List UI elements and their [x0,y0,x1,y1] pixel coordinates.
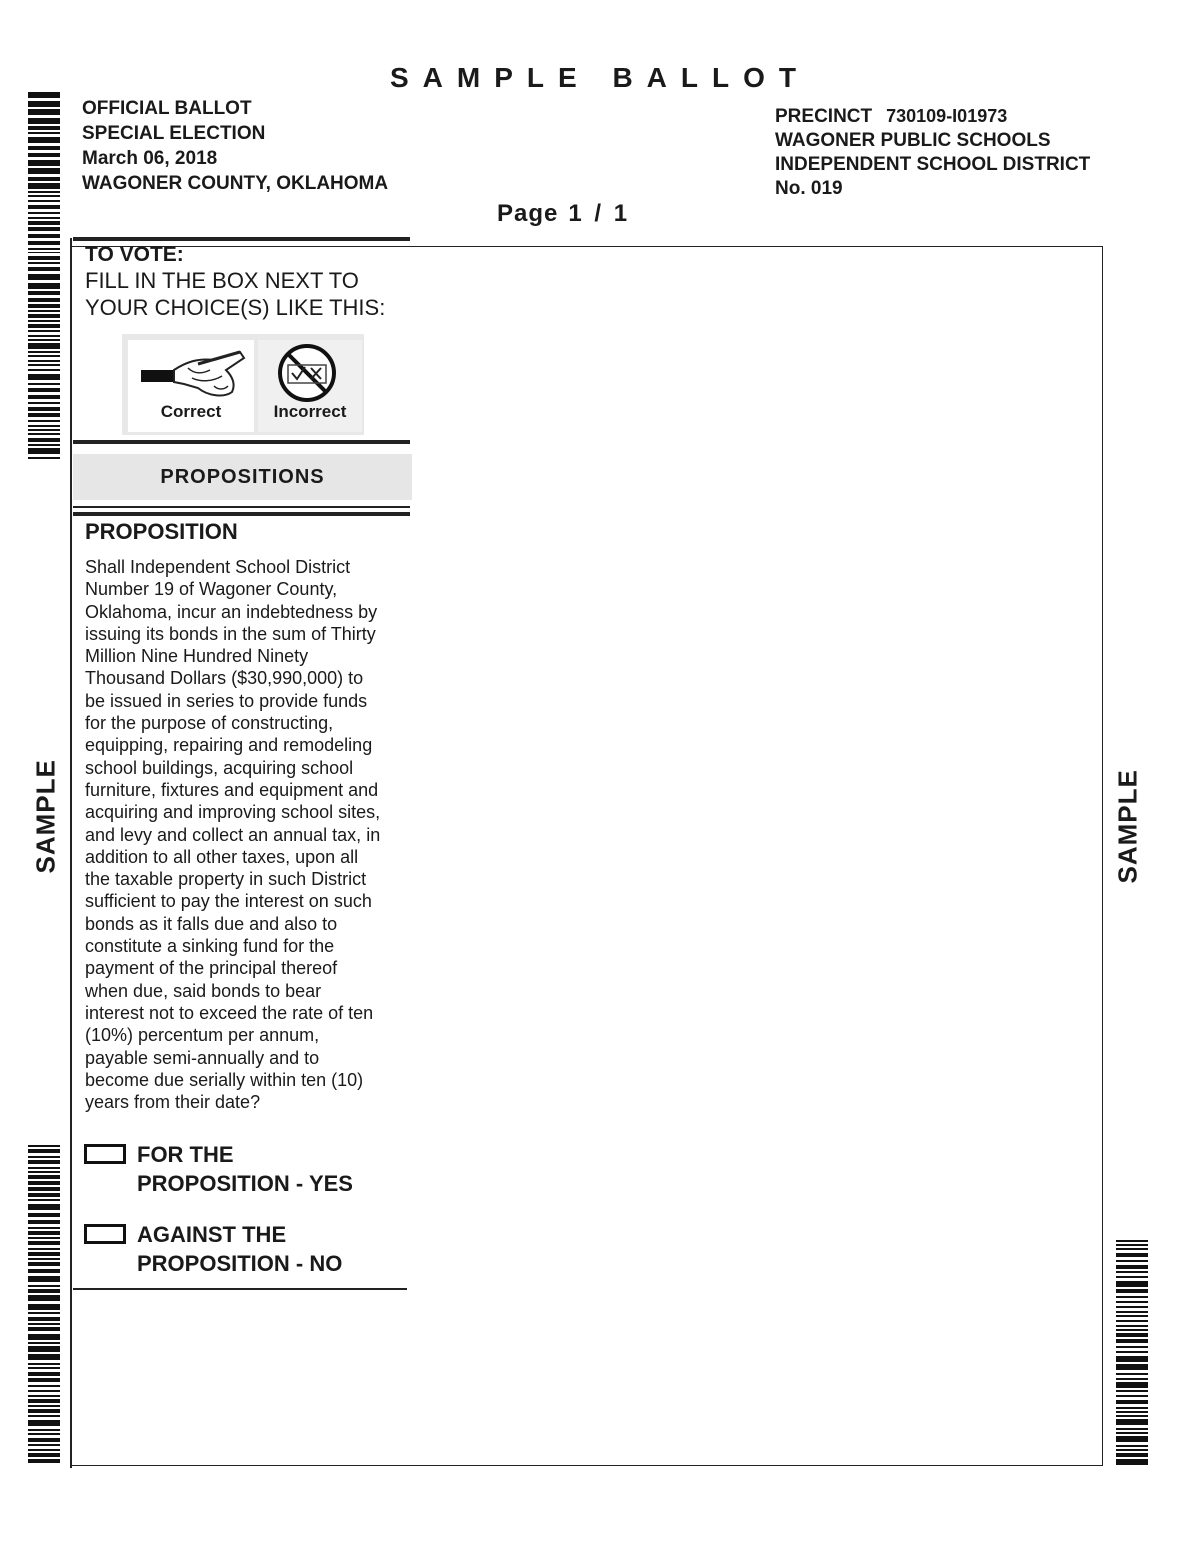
proposition-text-line: Oklahoma, incur an indebtedness by [85,601,378,622]
special-election-label: SPECIAL ELECTION [82,123,266,144]
barcode-stripe [28,343,60,349]
barcode-stripe [28,1346,60,1352]
barcode-stripe [1116,1311,1148,1313]
barcode-stripe [28,1385,60,1387]
barcode-stripe [28,1429,60,1431]
barcode-stripe [28,369,60,371]
barcode-stripe [1116,1378,1148,1380]
column-top-rule [73,237,410,241]
barcode-stripe [1116,1364,1148,1370]
barcode-stripe [28,168,60,174]
barcode-stripe [28,1399,60,1403]
school-name: WAGONER PUBLIC SCHOOLS [775,130,1051,151]
proposition-text-line: be issued in series to provide funds [85,690,368,711]
barcode-stripe [28,1252,60,1256]
barcode-stripe [28,291,60,295]
barcode-stripe [1116,1333,1148,1337]
barcode-stripe [28,212,60,214]
barcode-stripe [28,1405,60,1407]
proposition-text-line: issuing its bonds in the sum of Thirty [85,623,376,644]
barcode-stripe [28,1453,60,1457]
pen-hand-icon [128,340,254,402]
barcode-stripe [28,118,60,124]
barcode-stripe [28,1390,60,1392]
proposition-text-line: school buildings, acquiring school [85,757,354,778]
barcode-stripe [28,262,60,264]
barcode-stripe [28,360,60,362]
barcode-stripe [28,1323,60,1325]
barcode-stripe [1116,1339,1148,1343]
barcode-stripe [28,444,60,446]
barcode-stripe [28,335,60,337]
voting-instructions [85,243,410,321]
barcode-stripe [28,364,60,366]
barcode-stripe [28,241,60,245]
barcode-stripe [28,137,60,143]
barcode-stripe [28,1231,60,1235]
vote-box-no[interactable] [84,1224,126,1244]
precinct-line [775,104,1090,129]
barcode-stripe [28,1438,60,1442]
barcode-stripe [28,1241,60,1245]
barcode-stripe [28,1334,60,1340]
section-bottom-rule-thin [73,506,410,508]
barcode-right-bottom [1116,1240,1148,1472]
barcode-stripe [28,413,60,417]
barcode-stripe [1116,1320,1148,1322]
barcode-stripe [28,1304,60,1310]
barcode-stripe [1116,1436,1148,1442]
proposition-text-line: equipping, repairing and remodeling [85,735,373,756]
instructions-line-2: YOUR CHOICE(S) LIKE THIS: [85,295,386,320]
barcode-stripe [28,248,60,250]
barcode-stripe [28,234,60,238]
choice-no-line-2: PROPOSITION - NO [137,1251,343,1276]
page-label: Page [497,200,559,227]
choice-yes-line-2: PROPOSITION - YES [137,1171,353,1196]
correct-label: Correct [160,402,222,421]
barcode-stripe [1116,1325,1148,1327]
contest-bottom-rule [73,1288,407,1290]
barcode-stripe [28,388,60,392]
barcode-stripe [28,1367,60,1369]
barcode-stripe [28,1160,60,1164]
barcode-stripe [28,1220,60,1224]
barcode-stripe [28,1378,60,1382]
barcode-stripe [28,383,60,385]
barcode-stripe [28,1317,60,1321]
proposition-text-line: Shall Independent School District [85,557,351,577]
choice-no[interactable] [84,1220,404,1278]
barcode-stripe [1116,1395,1148,1397]
barcode-stripe [28,355,60,357]
barcode-stripe [28,274,60,280]
barcode-stripe [28,1167,60,1169]
barcode-stripe [28,177,60,181]
barcode-stripe [28,433,60,435]
header-left [82,96,388,196]
vote-box-yes[interactable] [84,1144,126,1164]
barcode-stripe [28,339,60,341]
sample-side-label-right: SAMPLE [1112,769,1143,884]
barcode-left-bottom [28,1145,60,1465]
barcode-stripe [1116,1244,1148,1246]
barcode-stripe [28,1276,60,1282]
barcode-stripe [1116,1260,1148,1262]
barcode-stripe [28,1415,60,1417]
barcode-stripe [28,221,60,225]
barcode-stripe [28,330,60,332]
barcode-stripe [1116,1329,1148,1331]
barcode-stripe [28,448,60,454]
barcode-stripe [28,1372,60,1376]
proposition-text-line: constitute a sinking fund for the [85,936,335,957]
choice-yes[interactable] [84,1140,404,1198]
barcode-stripe [1116,1271,1148,1273]
choice-no-line-1: AGAINST THE [137,1222,287,1247]
barcode-stripe [1116,1415,1148,1417]
barcode-stripe [28,402,60,404]
barcode-stripe [1116,1400,1148,1404]
barcode-stripe [28,217,60,219]
proposition-text-line: sufficient to pay the interest on such [85,891,372,912]
barcode-stripe [28,1156,60,1158]
barcode-stripe [28,109,60,115]
propositions-section-header: PROPOSITIONS [73,454,412,500]
barcode-stripe [28,1285,60,1287]
barcode-stripe [1116,1253,1148,1257]
barcode-stripe [28,1444,60,1446]
barcode-stripe [28,1420,60,1426]
barcode-stripe [28,310,60,312]
barcode-stripe [28,374,60,380]
proposition-text-line: Number 19 of Wagoner County, [85,579,338,600]
column-left-border [70,238,72,1468]
barcode-stripe [28,1409,60,1413]
choice-yes-line-1: FOR THE [137,1142,234,1167]
barcode-stripe [28,407,60,411]
barcode-stripe [28,304,60,308]
barcode-stripe [1116,1453,1148,1457]
barcode-stripe [28,252,60,254]
proposition-text-line: bonds as it falls due and also to [85,913,338,934]
proposition-text-line: addition to all other taxes, upon all [85,846,359,867]
election-date: March 06, 2018 [82,148,218,169]
barcode-stripe [28,283,60,289]
barcode-stripe [1116,1432,1148,1434]
barcode-stripe [28,126,60,130]
header-right [775,104,1090,201]
page-value: 1 / 1 [568,200,631,227]
barcode-stripe [28,1248,60,1250]
county-label: WAGONER COUNTY, OKLAHOMA [82,173,389,194]
barcode-stripe [28,205,60,209]
section-top-rule [73,440,410,444]
incorrect-label: Incorrect [273,402,347,421]
barcode-stripe [1116,1296,1148,1298]
barcode-stripe [28,1269,60,1273]
barcode-stripe [1116,1301,1148,1303]
barcode-stripe [28,1295,60,1301]
barcode-stripe [28,1149,60,1153]
barcode-stripe [28,1175,60,1179]
barcode-stripe [28,1312,60,1314]
barcode-stripe [1116,1419,1148,1425]
barcode-stripe [28,1342,60,1344]
barcode-stripe [28,132,60,134]
barcode-stripe [28,1363,60,1365]
district-type: INDEPENDENT SCHOOL DISTRICT [775,154,1091,175]
proposition-text-line: when due, said bonds to bear [85,980,322,1001]
barcode-stripe [28,92,60,98]
barcode-stripe [28,1227,60,1229]
proposition-text-line: years from their date? [85,1092,261,1113]
barcode-stripe [28,191,60,193]
barcode-stripe [28,438,60,442]
barcode-stripe [28,1213,60,1217]
barcode-stripe [28,351,60,353]
barcode-stripe [28,1262,60,1266]
barcode-stripe [28,101,60,107]
proposition-text-line: interest not to exceed the rate of ten [85,1002,374,1023]
incorrect-example [258,340,362,432]
barcode-stripe [28,1395,60,1397]
barcode-stripe [28,227,60,231]
barcode-stripe [28,195,60,197]
barcode-stripe [28,146,60,150]
barcode-stripe [28,1354,60,1360]
barcode-stripe [28,153,60,157]
barcode-stripe [1116,1289,1148,1293]
barcode-stripe [28,1145,60,1147]
barcode-stripe [28,298,60,302]
barcode-stripe [1116,1315,1148,1317]
proposition-title: PROPOSITION [85,519,238,544]
barcode-stripe [28,1199,60,1201]
barcode-stripe [28,425,60,427]
barcode-stripe [28,324,60,328]
barcode-stripe [28,1193,60,1197]
barcode-stripe [28,320,60,322]
barcode-stripe [1116,1276,1148,1278]
proposition-text-line: become due serially within ten (10) [85,1069,364,1090]
barcode-stripe [28,1433,60,1435]
barcode-stripe [1116,1265,1148,1269]
sample-side-label-left: SAMPLE [30,759,61,874]
barcode-stripe [28,457,60,459]
barcode-stripe [1116,1248,1148,1250]
proposition-text-line: for the purpose of constructing, [85,713,334,734]
barcode-stripe [28,395,60,399]
barcode-stripe [28,1258,60,1260]
barcode-stripe [1116,1373,1148,1375]
prohibited-checkmark-icon [258,340,362,402]
precinct-label: PRECINCT [775,106,873,127]
barcode-stripe [1116,1459,1148,1465]
barcode-stripe [28,1237,60,1239]
barcode-stripe [1116,1281,1148,1287]
page-indicator [497,200,630,228]
sample-ballot-banner: SAMPLE BALLOT [390,62,810,93]
barcode-stripe [28,1171,60,1173]
barcode-stripe [28,1459,60,1463]
barcode-stripe [1116,1351,1148,1353]
barcode-stripe [28,1181,60,1185]
barcode-stripe [28,420,60,422]
precinct-number: 730109-I01973 [886,106,1008,126]
barcode-stripe [1116,1445,1148,1447]
proposition-text-line: Million Nine Hundred Ninety [85,646,309,667]
proposition-text-line: furniture, fixtures and equipment and [85,779,379,800]
correct-example [128,340,254,432]
proposition-text-line: and levy and collect an annual tax, in [85,824,381,845]
barcode-stripe [28,183,60,189]
barcode-stripe [28,429,60,431]
barcode-stripe [1116,1346,1148,1348]
proposition-text-line: payable semi-annually and to [85,1047,320,1068]
barcode-stripe [28,256,60,260]
district-number: No. 019 [775,178,843,199]
proposition-text-line: acquiring and improving school sites, [85,802,381,823]
proposition-text-line: Thousand Dollars ($30,990,000) to [85,668,364,689]
barcode-stripe [28,314,60,318]
barcode-stripe [1116,1382,1148,1388]
barcode-stripe [1116,1428,1148,1430]
barcode-stripe [28,1204,60,1210]
barcode-stripe [28,200,60,202]
barcode-stripe [1116,1356,1148,1362]
barcode-stripe [1116,1390,1148,1392]
barcode-stripe [28,1327,60,1331]
official-ballot-label: OFFICIAL BALLOT [82,98,252,119]
barcode-stripe [28,1187,60,1191]
barcode-stripe [1116,1240,1148,1242]
proposition-text-line: payment of the principal thereof [85,958,338,979]
proposition-text [85,556,410,1113]
proposition-text-line: (10%) percentum per annum, [85,1025,320,1046]
barcode-stripe [28,267,60,271]
barcode-stripe [1116,1306,1148,1308]
section-bottom-rule-thick [73,512,410,516]
instructions-title: TO VOTE: [85,243,184,266]
barcode-stripe [28,1289,60,1293]
instructions-line-1: FILL IN THE BOX NEXT TO [85,268,359,293]
barcode-stripe [28,160,60,166]
barcode-stripe [1116,1411,1148,1413]
barcode-stripe [28,1449,60,1451]
barcode-stripe [1116,1449,1148,1451]
barcode-left-top [28,92,60,462]
barcode-stripe [1116,1407,1148,1409]
proposition-text-line: the taxable property in such District [85,869,367,890]
